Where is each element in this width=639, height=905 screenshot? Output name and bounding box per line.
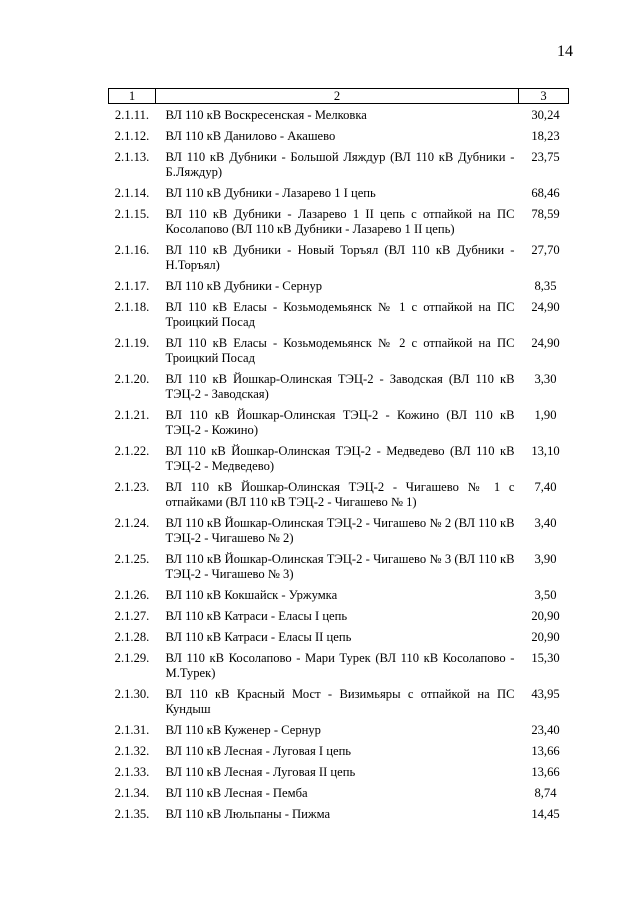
line-length: 24,90 <box>531 336 560 350</box>
line-length: 23,40 <box>531 723 560 737</box>
table-row <box>109 477 569 513</box>
line-length: 20,90 <box>531 609 560 623</box>
line-length: 3,40 <box>534 516 557 530</box>
line-name: ВЛ 110 кВ Дубники - Большой Ляждур (ВЛ 110 кВ Дубники - Б.Ляждур) <box>165 150 515 179</box>
table-row <box>109 240 569 276</box>
table-row <box>109 606 569 627</box>
line-length: 27,70 <box>531 243 560 257</box>
row-number: 2.1.24. <box>114 516 150 530</box>
line-length: 24,90 <box>531 300 560 314</box>
row-number: 2.1.14. <box>114 186 150 200</box>
row-number: 2.1.19. <box>114 336 150 350</box>
line-length: 15,30 <box>531 651 560 665</box>
row-number: 2.1.22. <box>114 444 150 458</box>
row-number: 2.1.15. <box>114 207 150 221</box>
line-name: ВЛ 110 кВ Данилово - Акашево <box>165 129 336 143</box>
line-name: ВЛ 110 кВ Катраси - Еласы II цепь <box>165 630 352 644</box>
line-length: 3,30 <box>534 372 557 386</box>
line-name: ВЛ 110 кВ Лесная - Пемба <box>165 786 308 800</box>
line-name: ВЛ 110 кВ Люльпаны - Пижма <box>165 807 331 821</box>
line-length: 1,90 <box>534 408 557 422</box>
table-row <box>109 648 569 684</box>
row-number: 2.1.29. <box>114 651 150 665</box>
row-number: 2.1.17. <box>114 279 150 293</box>
line-name: ВЛ 110 кВ Йошкар-Олинская ТЭЦ-2 - Чигашево № 2 (ВЛ 110 кВ ТЭЦ-2 - Чигашево № 2) <box>165 516 515 545</box>
row-number: 2.1.35. <box>114 807 150 821</box>
table-row <box>109 513 569 549</box>
row-number: 2.1.28. <box>114 630 150 644</box>
row-number: 2.1.30. <box>114 687 150 701</box>
line-name: ВЛ 110 кВ Красный Мост - Визимьяры с отпайкой на ПС Кундыш <box>165 687 515 716</box>
table-row <box>109 441 569 477</box>
line-length: 8,74 <box>534 786 557 800</box>
column-header-number: 1 <box>109 89 156 104</box>
table-row <box>109 333 569 369</box>
line-length: 23,75 <box>531 150 560 164</box>
line-name: ВЛ 110 кВ Еласы - Козьмодемьянск № 2 с отпайкой на ПС Троицкий Посад <box>165 336 515 365</box>
row-number: 2.1.33. <box>114 765 150 779</box>
row-number: 2.1.12. <box>114 129 150 143</box>
line-length: 8,35 <box>534 279 557 293</box>
line-length: 30,24 <box>531 108 560 122</box>
table-row <box>109 684 569 720</box>
line-name: ВЛ 110 кВ Дубники - Новый Торъял (ВЛ 110 кВ Дубники - Н.Торъял) <box>165 243 515 272</box>
table-row <box>109 126 569 147</box>
table-row <box>109 369 569 405</box>
table-row <box>109 183 569 204</box>
line-length: 18,23 <box>531 129 560 143</box>
row-number: 2.1.11. <box>114 108 150 122</box>
line-name: ВЛ 110 кВ Лесная - Луговая I цепь <box>165 744 352 758</box>
line-name: ВЛ 110 кВ Йошкар-Олинская ТЭЦ-2 - Чигашево № 1 с отпайками (ВЛ 110 кВ ТЭЦ-2 - Чигашево № 1) <box>165 480 515 509</box>
table-row <box>109 405 569 441</box>
line-name: ВЛ 110 кВ Кокшайск - Уржумка <box>165 588 338 602</box>
line-name: ВЛ 110 кВ Йошкар-Олинская ТЭЦ-2 - Заводская (ВЛ 110 кВ ТЭЦ-2 - Заводская) <box>165 372 515 401</box>
line-length: 7,40 <box>534 480 557 494</box>
line-name: ВЛ 110 кВ Косолапово - Мари Турек (ВЛ 110 кВ Косолапово - М.Турек) <box>165 651 515 680</box>
line-length: 14,45 <box>531 807 560 821</box>
line-length: 68,46 <box>531 186 560 200</box>
table-row <box>109 627 569 648</box>
column-header-length: 3 <box>519 89 569 104</box>
row-number: 2.1.20. <box>114 372 150 386</box>
line-name: ВЛ 110 кВ Катраси - Еласы I цепь <box>165 609 348 623</box>
table-row <box>109 276 569 297</box>
table-row <box>109 147 569 183</box>
row-number: 2.1.27. <box>114 609 150 623</box>
row-number: 2.1.26. <box>114 588 150 602</box>
row-number: 2.1.18. <box>114 300 150 314</box>
line-name: ВЛ 110 кВ Дубники - Сернур <box>165 279 323 293</box>
line-name: ВЛ 110 кВ Йошкар-Олинская ТЭЦ-2 - Чигашево № 3 (ВЛ 110 кВ ТЭЦ-2 - Чигашево № 3) <box>165 552 515 581</box>
row-number: 2.1.16. <box>114 243 150 257</box>
column-header-name: 2 <box>156 89 519 104</box>
table-row <box>109 549 569 585</box>
power-lines-table <box>108 88 569 825</box>
table-row <box>109 783 569 804</box>
row-number: 2.1.21. <box>114 408 150 422</box>
line-length: 3,90 <box>534 552 557 566</box>
table-row <box>109 204 569 240</box>
line-name: ВЛ 110 кВ Дубники - Лазарево 1 II цепь с отпайкой на ПС Косолапово (ВЛ 110 кВ Дубники - Лазарево 1 II цепь) <box>165 207 515 236</box>
row-number: 2.1.34. <box>114 786 150 800</box>
line-length: 3,50 <box>534 588 557 602</box>
power-lines-table-container <box>108 88 568 825</box>
line-name: ВЛ 110 кВ Еласы - Козьмодемьянск № 1 с отпайкой на ПС Троицкий Посад <box>165 300 515 329</box>
line-name: ВЛ 110 кВ Дубники - Лазарево 1 I цепь <box>165 186 376 200</box>
line-name: ВЛ 110 кВ Воскресенская - Мелковка <box>165 108 367 122</box>
row-number: 2.1.23. <box>114 480 150 494</box>
table-body <box>109 104 569 826</box>
line-length: 43,95 <box>531 687 560 701</box>
line-length: 13,10 <box>531 444 560 458</box>
table-row <box>109 804 569 825</box>
line-name: ВЛ 110 кВ Лесная - Луговая II цепь <box>165 765 356 779</box>
table-row <box>109 585 569 606</box>
row-number: 2.1.25. <box>114 552 150 566</box>
line-length: 13,66 <box>531 744 560 758</box>
table-header-row <box>109 89 569 104</box>
row-number: 2.1.13. <box>114 150 150 164</box>
line-name: ВЛ 110 кВ Куженер - Сернур <box>165 723 321 737</box>
line-name: ВЛ 110 кВ Йошкар-Олинская ТЭЦ-2 - Кожино (ВЛ 110 кВ ТЭЦ-2 - Кожино) <box>165 408 515 437</box>
line-length: 20,90 <box>531 630 560 644</box>
row-number: 2.1.32. <box>114 744 150 758</box>
table-row <box>109 762 569 783</box>
table-header <box>109 89 569 104</box>
line-length: 13,66 <box>531 765 560 779</box>
table-row <box>109 297 569 333</box>
line-length: 78,59 <box>531 207 560 221</box>
row-number: 2.1.31. <box>114 723 150 737</box>
table-row <box>109 104 569 127</box>
page-number: 14 <box>557 43 573 60</box>
table-row <box>109 720 569 741</box>
table-row <box>109 741 569 762</box>
line-name: ВЛ 110 кВ Йошкар-Олинская ТЭЦ-2 - Медведево (ВЛ 110 кВ ТЭЦ-2 - Медведево) <box>165 444 515 473</box>
